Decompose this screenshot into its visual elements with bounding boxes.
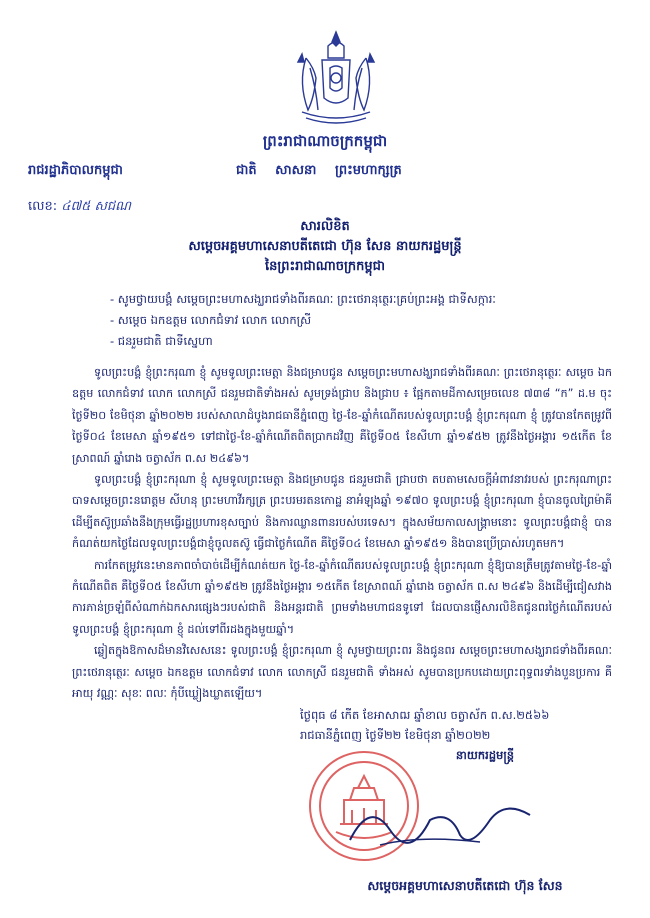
letter-type-heading: សារលិខិត	[300, 219, 350, 234]
government-name: រាជរដ្ឋាភិបាលកម្ពុជា	[28, 163, 123, 178]
sender-country-heading: នៃព្រះរាជាណាចក្រកម្ពុជា	[264, 259, 386, 274]
recipient-list	[110, 292, 610, 355]
body-paragraph: ការកែតម្រូវនេះមានភាពចាំបាច់ដើម្បីកំណត់យក ថ្ងៃ-ខែ-ឆ្នាំកំណើតរបស់ទូលព្រះបង្គំ ខ្ញុំព្រះករុណា ខ្ញុំឱ្យបានត្រឹមត្រូវតាមថ្ងៃ-ខែ-ឆ្នាំកំណើតពិត គឺថ្ងៃទី០៥ ខែសីហា ឆ្នាំ១៩៥២ ត្រូវនឹងថ្ងៃអង្គារ ១៥កើត ខែស្រាពណ៍ ឆ្នាំរោង ចត្វាស័ក ព.ស ២៤៩៦ និងដើម្បីជៀសវាងការភាន់ច្រឡំពីសំណាក់ឯកសារផ្សេងៗរបស់ជាតិ និងអន្តរជាតិ ព្រមទាំងមហាជនទូទៅ ដែលបានផ្ញើសារលិខិតជូនពរថ្ងៃកំណើតរបស់ទូលព្រះបង្គំ ខ្ញុំព្រះករុណា ខ្ញុំ ដល់ទៅពីរដងក្នុងមួយឆ្នាំ។	[72, 558, 612, 636]
kingdom-title: ព្រះរាជាណាចក្រកម្ពុជា	[262, 132, 388, 150]
national-motto: ជាតិ សាសនា ព្រះមហាក្សត្រ	[236, 163, 402, 178]
reference-label: លេខ:	[28, 199, 58, 214]
lunar-date: ថ្ងៃពុធ ៨ កើត ខែអាសាឍ ឆ្នាំខាល ចត្វាស័ក ព.ស.២៥៦៦	[300, 708, 550, 722]
royal-coat-of-arms-icon	[288, 28, 384, 128]
signer-title: នាយករដ្ឋមន្ត្រី	[455, 748, 515, 762]
body-paragraph: ទូលព្រះបង្គំ ខ្ញុំព្រះករុណា ខ្ញុំ សូមទូលព្រះមេត្តា និងជម្រាបជូន សម្តេចព្រះមហាសង្ឃរាជទាំងពីរគណៈ ព្រះថេរានុត្ថេរៈ សម្តេច ឯកឧត្តម លោកជំទាវ លោក លោកស្រី ជនរួមជាតិទាំងអស់ សូមទ្រង់ជ្រាប និងជ្រាប ៖ ផ្អែកតាមដីកាសម្រេចលេខ ៧៣៨ “ក” ដ.ម ចុះថ្ងៃទី២០ ខែមិថុនា ឆ្នាំ២០២២ របស់សាលាដំបូងរាជធានីភ្នំពេញ ថ្ងៃ-ខែ-ឆ្នាំកំណើតរបស់ទូលព្រះបង្គំ ខ្ញុំព្រះករុណា ខ្ញុំ ត្រូវបានកែតម្រូវពីថ្ងៃទី០៤ ខែមេសា ឆ្នាំ១៩៥១ ទៅជាថ្ងៃ-ខែ-ឆ្នាំកំណើតពិតប្រាកដវិញ គឺថ្ងៃទី០៥ ខែសីហា ឆ្នាំ១៩៥២ ត្រូវនឹងថ្ងៃអង្គារ ១៥កើត ខែស្រាពណ៍ ឆ្នាំរោង ចត្វាស័ក ព.ស ២៤៩៦។	[72, 366, 612, 465]
recipient-item: - សូមថ្វាយបង្គំ សម្តេចព្រះមហាសង្ឃរាជទាំងពីរគណៈ ព្រះថេរានុត្ថេរៈគ្រប់ព្រះអង្គ ជាទីសក្ការៈ	[110, 292, 496, 306]
solar-date: រាជធានីភ្នំពេញ ថ្ងៃទី២២ ខែមិថុនា ឆ្នាំ២០២២	[300, 728, 491, 742]
letter-body	[72, 362, 612, 705]
reference-number	[28, 198, 131, 217]
body-paragraph: ទូលព្រះបង្គំ ខ្ញុំព្រះករុណា ខ្ញុំ សូមទូលព្រះមេត្តា និងជម្រាបជូន ជនរួមជាតិ ជ្រាបថា តបតាមសេចក្តីអំពាវនាវរបស់ ព្រះករុណាព្រះបាទសម្តេចព្រះនរោត្តម សីហនុ ព្រះមហាវីរក្សត្រ ព្រះបរមរតនកោដ្ឋ នាអំឡុងឆ្នាំ ១៩៧០ ទូលព្រះបង្គំ ខ្ញុំព្រះករុណា ខ្ញុំបានចូលព្រៃម៉ាគី ដើម្បីតស៊ូប្រឆាំងនឹងក្រុមធ្វើរដ្ឋប្រហារខុសច្បាប់ និងការឈ្លានពានរបស់បរទេស។ ក្នុងសម័យកាលសង្គ្រាមនោះ ទូលព្រះបង្គំជាខ្ញុំ បានកំណត់យកថ្ងៃដែលទូលព្រះបង្គំជាខ្ញុំចូលតស៊ូ ធ្វើជាថ្ងៃកំណើត គឺថ្ងៃទី០៤ ខែមេសា ឆ្នាំ១៩៥១ និងបានប្រើប្រាស់រហូតមក។	[72, 473, 612, 551]
reference-value: ៤៧៥ សជណ	[61, 199, 131, 214]
signature-icon	[340, 790, 540, 860]
signer-name: សម្តេចអគ្គមហាសេនាបតីតេជោ ហ៊ុន សែន	[367, 878, 563, 893]
sender-heading: សម្តេចអគ្គមហាសេនាបតីតេជោ ហ៊ុន សែន នាយករដ្ឋមន្ត្រី	[188, 239, 462, 254]
body-paragraph: ឆ្លៀតក្នុងឱកាសដ៏មានវិសេសនេះ ទូលព្រះបង្គំ ខ្ញុំព្រះករុណា ខ្ញុំ សូមថ្វាយព្រះពរ និងជូនពរ សម្តេចព្រះមហាសង្ឃរាជទាំងពីរគណៈ ព្រះថេរានុត្ថេរៈ សម្តេច ឯកឧត្តម លោកជំទាវ លោក លោកស្រី ជនរួមជាតិ ទាំងអស់ សូមបានប្រកបដោយព្រះពុទ្ធពរទាំងបួនប្រការ គឺ អាយុ វណ្ណៈ សុខៈ ពលៈ កុំបីឃ្លៀងឃ្លាតឡើយ។	[72, 644, 612, 701]
recipient-item: - សម្តេច ឯកឧត្តម លោកជំទាវ លោក លោកស្រី	[110, 313, 312, 327]
recipient-item: - ជនរួមជាតិ ជាទីស្នេហា	[110, 334, 213, 348]
